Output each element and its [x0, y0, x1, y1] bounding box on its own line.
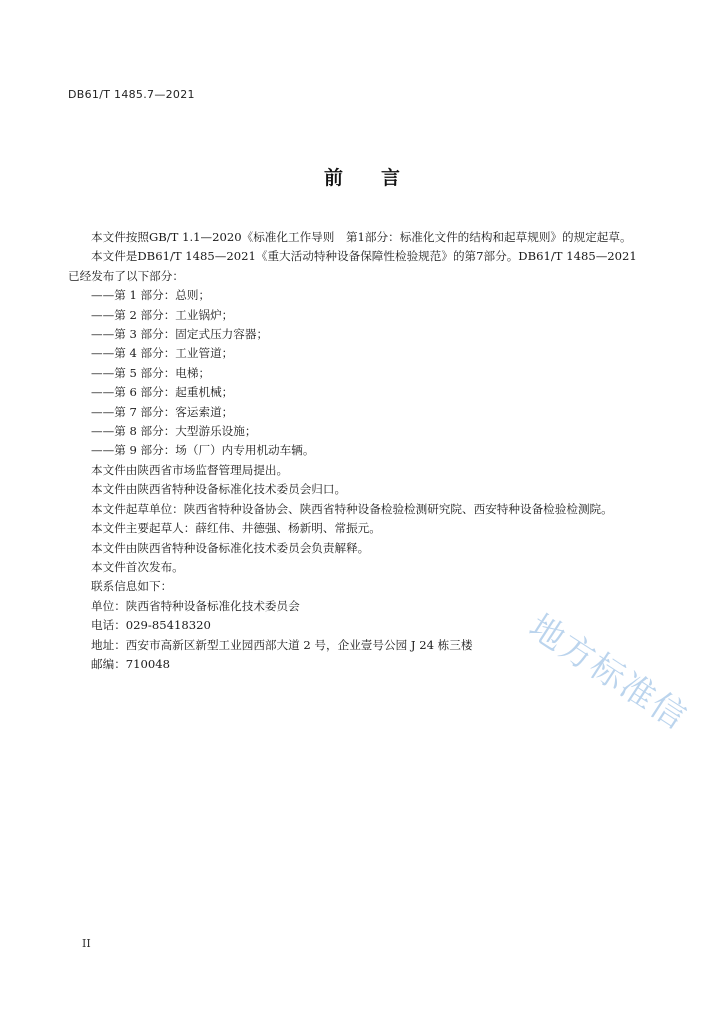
contact-unit: 单位：陕西省特种设备标准化技术委员会 — [91, 598, 300, 613]
paragraph-series-info: 本文件是DB61/T 1485—2021《重大活动特种设备保障性检验规范》的第7部分。DB61/T 1485—2021已经发布了以下部分： — [68, 249, 637, 283]
statement-proposed: 本文件由陕西省市场监督管理局提出。 — [91, 462, 289, 477]
list-item: ——第 5 部分：电梯； — [91, 365, 211, 380]
parts-list — [68, 286, 638, 461]
page-number: II — [82, 937, 91, 950]
document-number: DB61/T 1485.7—2021 — [68, 88, 195, 101]
contact-phone: 电话：029-85418320 — [91, 618, 211, 633]
list-item: ——第 8 部分：大型游乐设施； — [91, 424, 257, 439]
statement-drafters: 本文件主要起草人：薛红伟、井德强、杨新明、常振元。 — [91, 521, 381, 536]
list-item: ——第 7 部分：客运索道； — [91, 404, 234, 419]
list-item: ——第 3 部分：固定式压力容器； — [91, 327, 269, 342]
statement-drafting-units: 本文件起草单位：陕西省特种设备协会、陕西省特种设备检验检测研究院、西安特种设备检验检测院。 — [91, 501, 613, 516]
contact-intro: 联系信息如下： — [91, 579, 173, 594]
statement-interpretation: 本文件由陕西省特种设备标准化技术委员会负责解释。 — [91, 540, 370, 555]
list-item: ——第 1 部分：总则； — [91, 288, 211, 303]
contact-postcode: 邮编：710048 — [91, 656, 171, 671]
list-item: ——第 6 部分：起重机械； — [91, 385, 234, 400]
statement-first-release: 本文件首次发布。 — [91, 559, 184, 574]
statement-centralized: 本文件由陕西省特种设备标准化技术委员会归口。 — [91, 482, 347, 497]
paragraph-drafting-basis: 本文件按照GB/T 1.1—2020《标准化工作导则 第1部分：标准化文件的结构和起草规则》的规定起草。 — [91, 230, 632, 244]
list-item: ——第 4 部分：工业管道； — [91, 346, 234, 361]
list-item: ——第 9 部分：场（厂）内专用机动车辆。 — [91, 443, 315, 458]
list-item: ——第 2 部分：工业锅炉； — [91, 307, 234, 322]
page-title: 前言 — [323, 167, 438, 189]
contact-address: 地址：西安市高新区新型工业园西部大道 2 号，企业壹号公园 J 24 栋三楼 — [91, 637, 473, 652]
watermark: 地方标准信 — [521, 606, 695, 739]
